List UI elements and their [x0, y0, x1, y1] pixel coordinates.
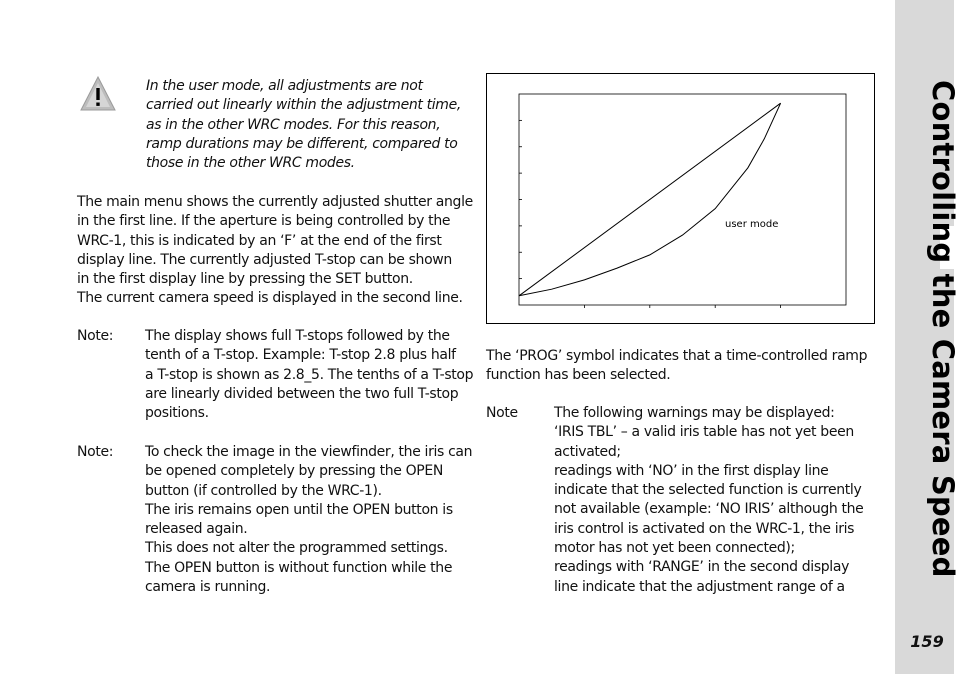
text-line: those in the other WRC modes. — [146, 155, 355, 172]
warning-triangle-icon — [78, 74, 118, 114]
text-line: The ‘PROG’ symbol indicates that a time-controlled ramp — [486, 348, 868, 364]
text-line: in the first line. If the aperture is being controlled by the — [77, 213, 451, 230]
text-line: as in the other WRC modes. For this reason, — [146, 116, 441, 133]
text-line: carried out linearly within the adjustment time, — [146, 97, 461, 114]
text-line: indicate that the selected function is currently — [554, 482, 862, 499]
text-line: released again. — [145, 521, 248, 538]
text-line: are linearly divided between the two full T-stop — [145, 385, 459, 402]
plot-frame — [519, 94, 846, 305]
note-body — [145, 327, 475, 423]
text-line: display line. The currently adjusted T-stop can be shown — [77, 251, 452, 268]
text-line: be opened completely by pressing the OPEN — [145, 463, 443, 480]
chapter-title: Controlling the Camera Speed — [926, 80, 960, 578]
text-line: line indicate that the adjustment range of a — [554, 578, 845, 595]
note-label: Note: — [77, 444, 114, 460]
note-body — [145, 443, 475, 597]
text-line: This does not alter the programmed settings. — [145, 540, 448, 557]
text-line: The OPEN button is without function while the — [145, 559, 453, 576]
text-line: The following warnings may be displayed: — [554, 405, 835, 421]
text-line: camera is running. — [145, 579, 271, 596]
main-paragraph — [77, 193, 477, 309]
prog-paragraph — [486, 347, 886, 386]
text-line: The display shows full T-stops followed by the — [145, 328, 450, 344]
text-line: readings with ‘RANGE’ in the second display — [554, 559, 850, 576]
text-line: ramp durations may be different, compared to — [146, 135, 458, 152]
text-line: The iris remains open until the OPEN button is — [145, 501, 453, 518]
ramp-chart — [486, 73, 875, 324]
text-line: not available (example: ‘NO IRIS’ although the — [554, 501, 864, 518]
linear-ramp-line — [519, 103, 781, 296]
text-line: motor has not yet been connected); — [554, 540, 795, 557]
ramp-chart-svg — [487, 74, 874, 323]
text-line: positions. — [145, 405, 209, 422]
text-line: The current camera speed is displayed in the second line. — [77, 290, 463, 307]
text-line: The main menu shows the currently adjusted shutter angle — [77, 194, 473, 210]
note-label: Note: — [77, 328, 114, 344]
note-body — [554, 404, 884, 597]
text-line: WRC-1, this is indicated by an ‘F’ at the end of the first — [77, 232, 442, 249]
text-line: readings with ‘NO’ in the first display line — [554, 462, 829, 479]
curve-annotation: user mode — [725, 219, 779, 231]
text-line: In the user mode, all adjustments are not — [146, 78, 423, 94]
text-line: in the first display line by pressing the SET button. — [77, 271, 413, 288]
text-line: a T-stop is shown as 2.8_5. The tenths of a T-stop — [145, 366, 474, 383]
note-label: Note — [486, 405, 518, 421]
text-line: activated; — [554, 443, 621, 460]
page-number: 159 — [910, 632, 944, 651]
text-line: function has been selected. — [486, 367, 671, 384]
text-line: tenth of a T-stop. Example: T-stop 2.8 plus half — [145, 347, 456, 364]
text-line: ‘IRIS TBL’ – a valid iris table has not yet been — [554, 424, 854, 441]
text-line: iris control is activated on the WRC-1, the iris — [554, 520, 855, 537]
warning-text — [146, 77, 476, 173]
text-line: To check the image in the viewfinder, the iris can — [145, 444, 473, 460]
text-line: button (if controlled by the WRC-1). — [145, 482, 382, 499]
